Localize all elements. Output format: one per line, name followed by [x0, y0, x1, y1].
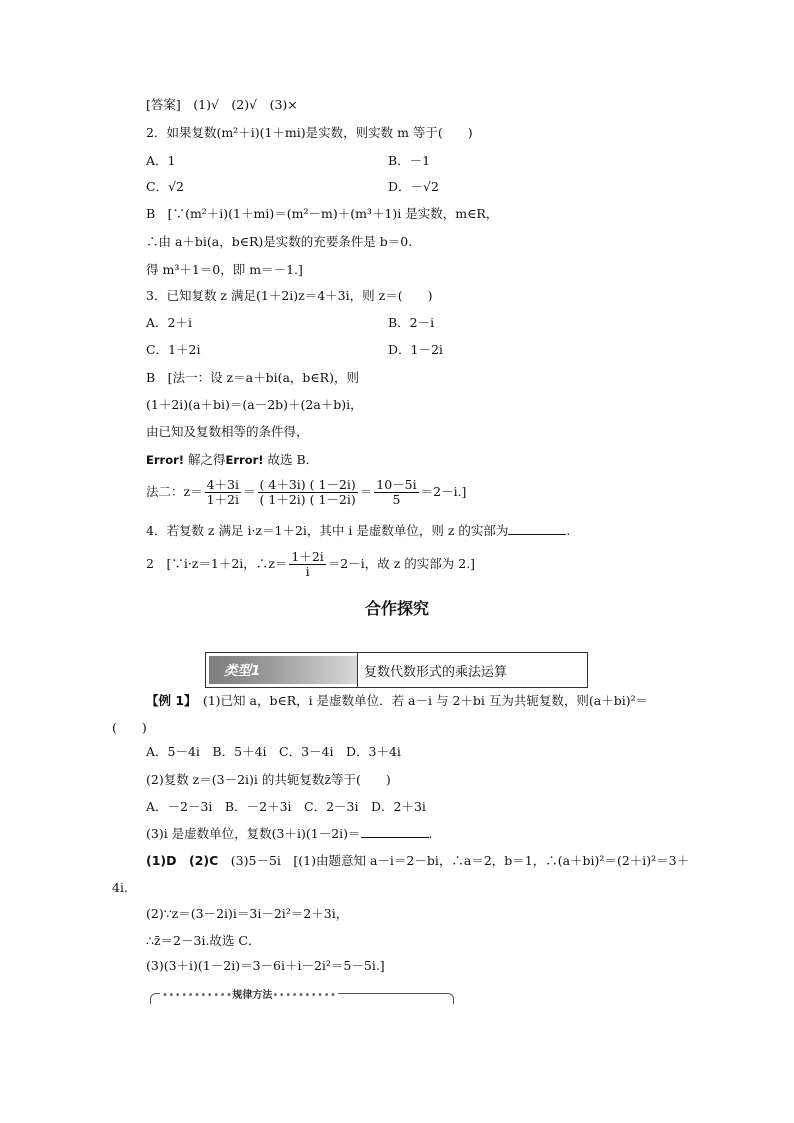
options-line: A．5－4i B．5＋4i C．3－4i D．3＋4i: [146, 744, 401, 759]
fraction: [289, 550, 325, 579]
numerator: 1＋2i: [291, 549, 324, 564]
option-c: C．√2: [146, 179, 184, 194]
solution-line: 由已知及复数相等的条件得，: [146, 424, 309, 439]
numerator: 4＋3i: [206, 477, 239, 492]
text-run: (3)5－5i [(1)由题意知 a－i＝2－bi，∴a＝2，b＝1，∴(a＋bi)²＝(2＋i)²＝3＋: [218, 853, 690, 868]
text-run: (1)已知 a，b∈R，i 是虚数单位．若 a－i 与 2＋bi 互为共轭复数，则(a＋bi)²＝: [190, 693, 649, 708]
solution-line: B [法一：设 z＝a＋bi(a，b∈R)，则: [146, 370, 359, 385]
type-banner: [205, 652, 588, 688]
option-c: C．1＋2i: [146, 342, 201, 357]
fill-blank: [361, 837, 429, 838]
answer-line: [146, 853, 689, 869]
text-run: 4．若复数 z 满足 i·z＝1＋2i，其中 i 是虚数单位，则 z 的实部为: [146, 523, 509, 538]
text-run: 法二：z＝: [146, 484, 203, 499]
method-two-line: [146, 476, 466, 508]
text-run: 2 [∵i·z＝1＋2i，∴z＝: [146, 556, 288, 571]
example-1: [146, 693, 648, 709]
solution-line: [146, 452, 318, 468]
question-3: 3．已知复数 z 满足(1＋2i)z＝4＋3i，则 z＝( ): [146, 288, 433, 303]
text-run: ＝2－i，故 z 的实部为 2.]: [327, 556, 476, 571]
option-d: D．1－2i: [388, 342, 443, 357]
text-run: 故选 B．: [263, 452, 319, 467]
rule-method-label: [160, 986, 338, 1001]
text-run: ＝: [359, 484, 373, 499]
question-2: 2．如果复数(m²＋i)(1＋mi)是实数，则实数 m 等于( ): [146, 125, 473, 140]
solution-line: [146, 548, 475, 580]
example-part-2: (2)复数 z＝(3－2i)i 的共轭复数z̄等于( ): [146, 772, 391, 787]
denominator: 1＋2i: [206, 492, 239, 507]
option-a: A．2＋i: [146, 315, 192, 330]
text-run: ＝2－i.]: [420, 484, 467, 499]
rule-method-text: 规律方法: [232, 990, 273, 1001]
answer-line: [答案] (1)√ (2)√ (3)×: [146, 97, 298, 112]
type-tag: 类型1: [224, 663, 261, 679]
answer-paren: ( ): [112, 720, 147, 735]
solution-line: B [∵(m²＋i)(1＋mi)＝(m²－m)＋(m³＋1)i 是实数，m∈R，: [146, 206, 499, 221]
text-run: .: [428, 826, 433, 841]
options-line: A．－2－3i B．－2＋3i C．2－3i D．2＋3i: [146, 799, 426, 814]
solution-line: ∴由 a＋bi(a，b∈R)是实数的充要条件是 b＝0.: [146, 234, 413, 249]
divider: [357, 653, 358, 687]
option-b: B．2－i: [388, 315, 435, 330]
denominator: ( 1＋2i) ( 1－2i): [259, 492, 356, 507]
fraction: [258, 478, 358, 507]
answer-key: (1)D (2)C: [146, 853, 219, 868]
denominator: i: [305, 564, 310, 579]
option-d: D．－√2: [388, 179, 439, 194]
answer-line-cont: 4i.: [112, 880, 128, 895]
text-run: .: [566, 523, 571, 538]
error-marker: Error!: [225, 453, 264, 467]
solution-line: 得 m³＋1＝0，即 m＝－1.]: [146, 262, 303, 277]
fill-blank: [508, 534, 566, 535]
text-run: 解之得: [184, 452, 226, 467]
text-run: (3)i 是虚数单位，复数(3＋i)(1－2i)＝: [146, 826, 361, 841]
example-label: 【例 1】: [146, 693, 191, 708]
fraction: [374, 478, 418, 507]
denominator: 5: [392, 492, 401, 507]
solution-line: ∴z̄＝2－3i.故选 C．: [146, 933, 261, 948]
numerator: ( 4＋3i) ( 1－2i): [259, 477, 356, 492]
dots-decoration: •••••••••••: [162, 990, 233, 1001]
solution-line: (3)(3＋i)(1－2i)＝3－6i＋i－2i²＝5－5i.]: [146, 958, 385, 973]
type-title: 复数代数形式的乘法运算: [364, 665, 508, 680]
question-4: [146, 523, 570, 539]
solution-line: (2)∵z＝(3－2i)i＝3i－2i²＝2＋3i，: [146, 906, 349, 921]
solution-line: (1＋2i)(a＋bi)＝(a－2b)＋(2a＋b)i，: [146, 397, 363, 412]
error-marker: Error!: [146, 453, 185, 467]
numerator: 10－5i: [376, 477, 417, 492]
option-b: B．－1: [388, 153, 431, 168]
text-run: ＝: [243, 484, 256, 499]
section-title: 合作探究: [364, 599, 429, 618]
option-a: A．1: [146, 153, 176, 168]
dots-decoration: ••••••••••: [272, 990, 337, 1001]
example-part-3: [146, 826, 433, 842]
fraction: [205, 478, 241, 507]
